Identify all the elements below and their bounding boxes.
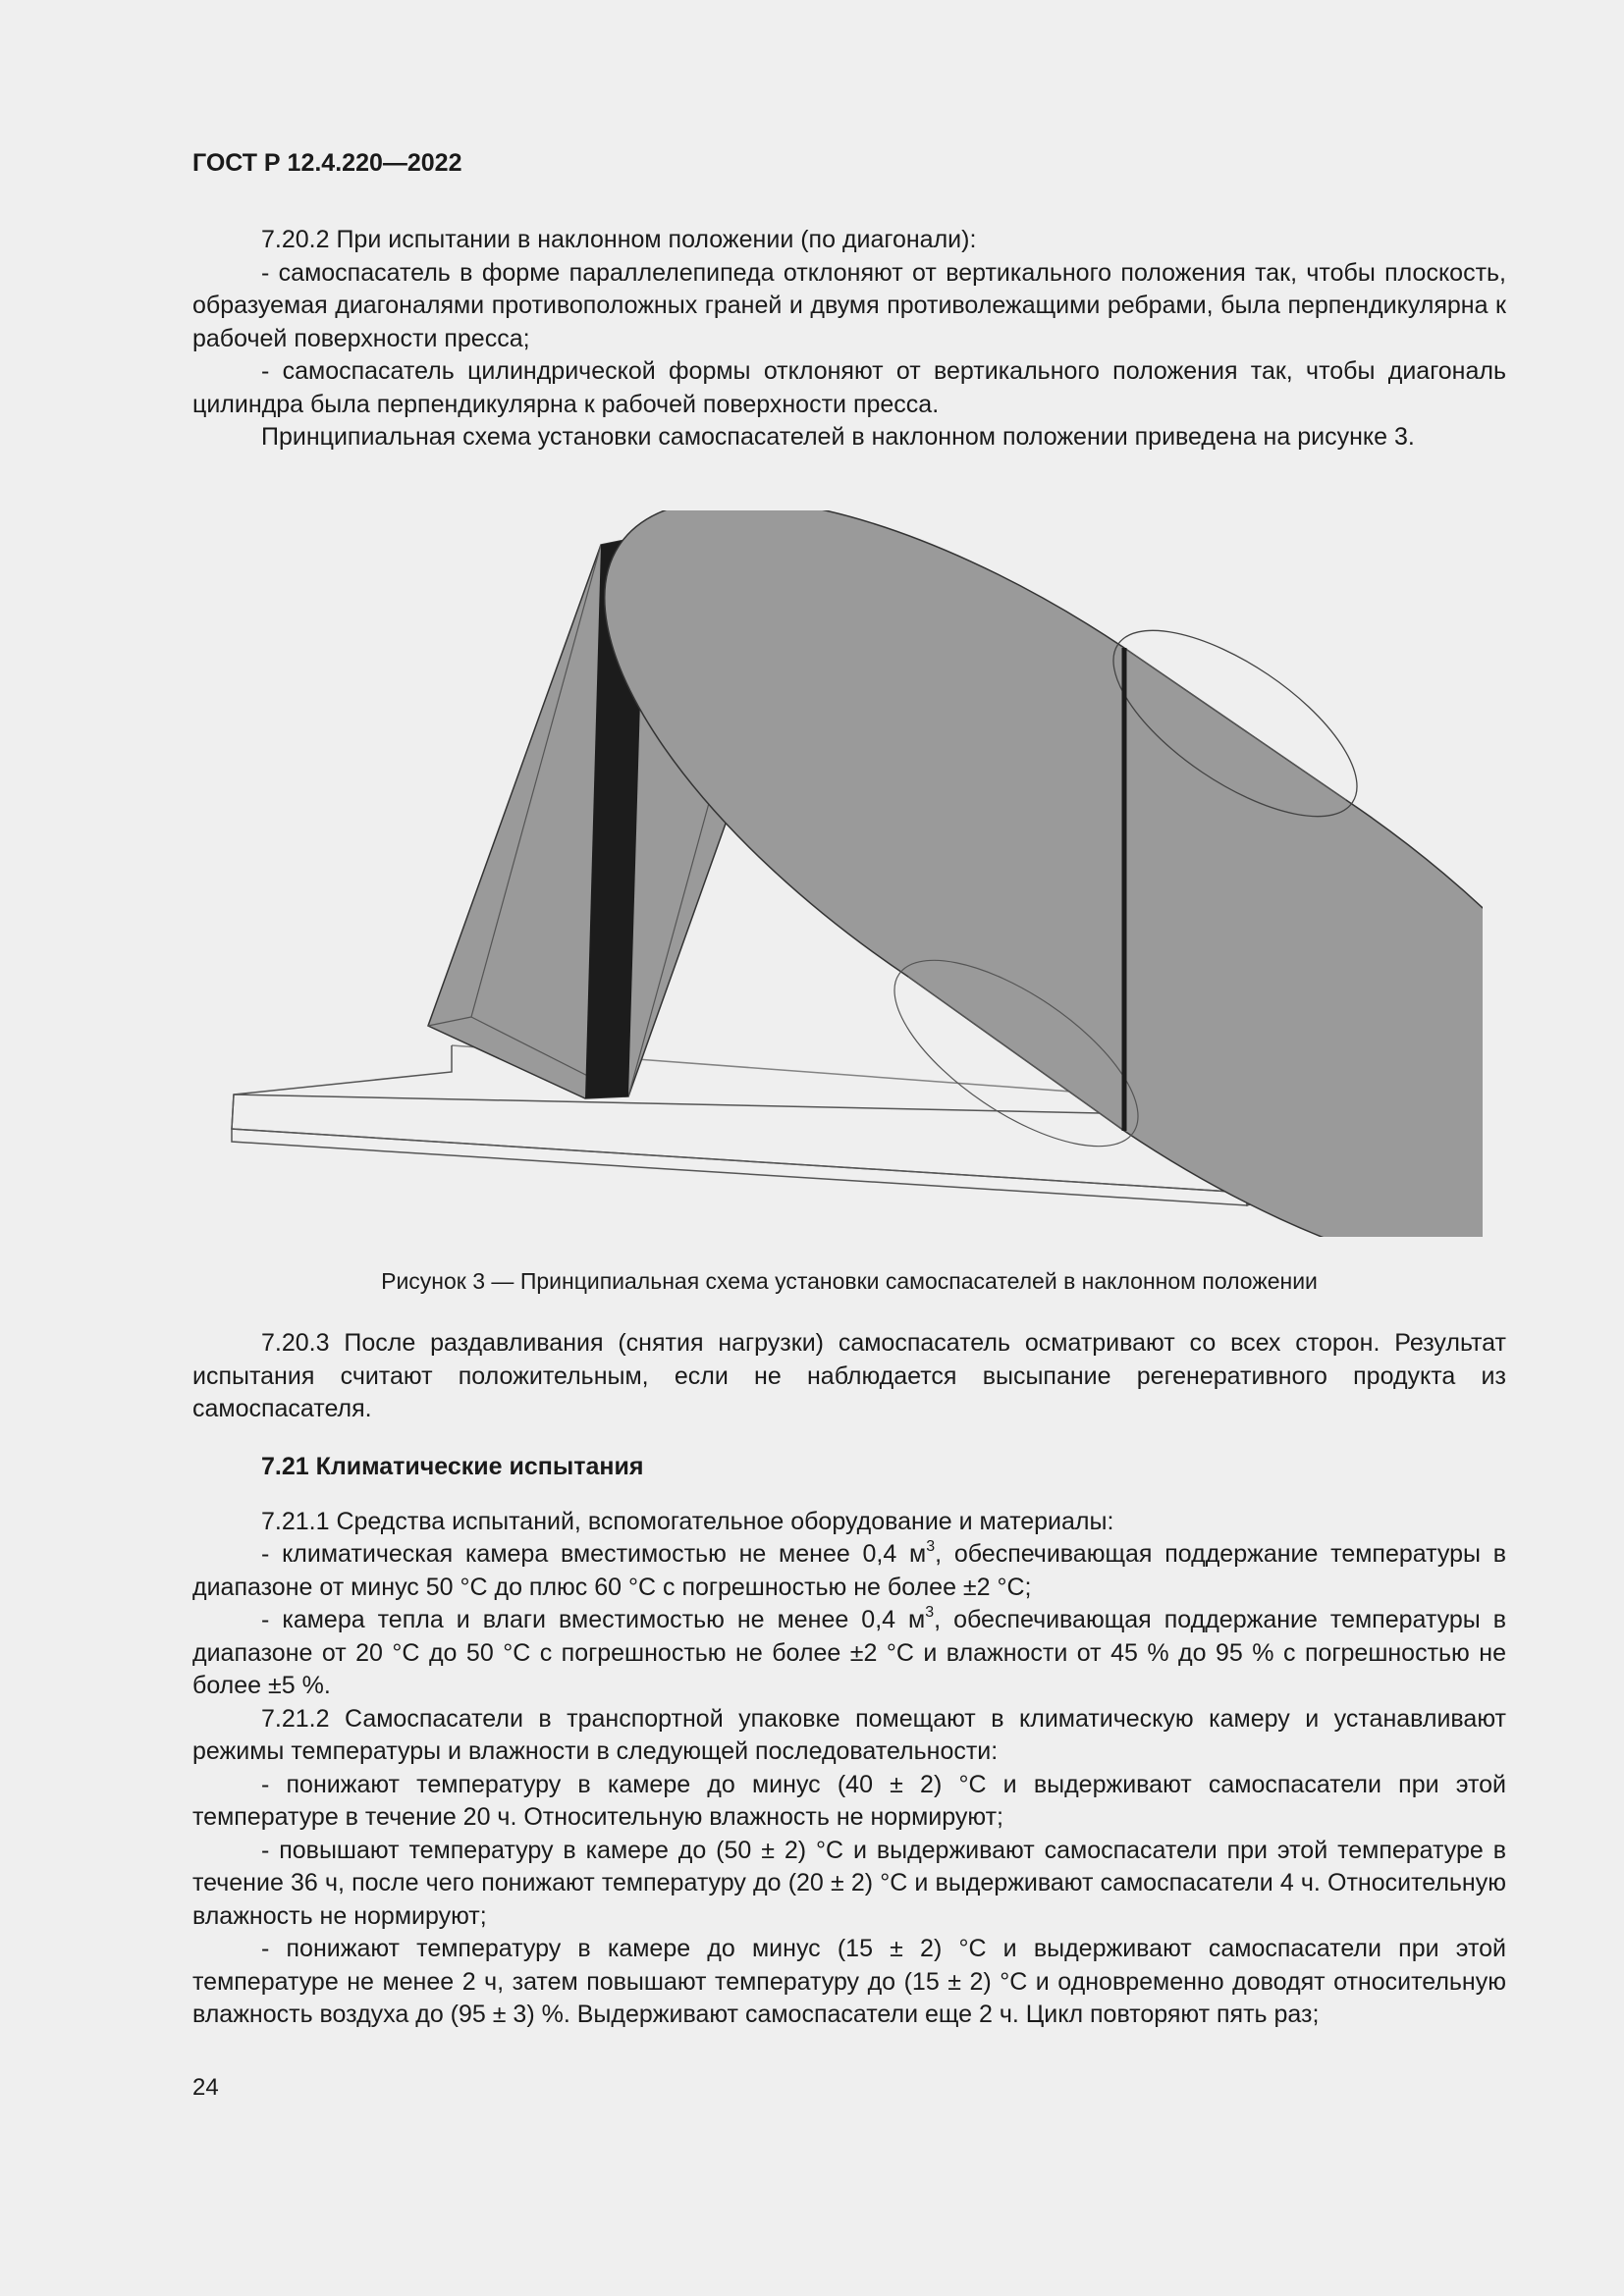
paragraph-step-3: - понижают температуру в камере до минус (15 ± 2) °С и выдерживают самоспасатели при этой температуре не менее 2 ч, затем повышают температуру до (15 ± 2) °С и одновременно доводят относительную влажность воздуха до (95 ± 3) %. Выдерживают самоспасатели еще 2 ч. Цикл повторяют пять раз;: [192, 1935, 1506, 2028]
section-7-20-2: [192, 224, 1506, 454]
document-header: ГОСТ Р 12.4.220—2022: [192, 149, 462, 177]
paragraph-climate-chamber: - климатическая камера вместимостью не менее 0,4 $м^3$, обеспечивающая поддержание температуры в диапазоне от минус 50 °С до плюс 60 °С с погрешностью не более ±2 °С;: [192, 1538, 1506, 1601]
cylinder-self-rescuer: [605, 510, 1483, 1237]
press-setup-illustration: [206, 510, 1483, 1237]
paragraph-figure-ref: Принципиальная схема установки самоспасателей в наклонном положении приведена на рисунке 3.: [261, 423, 1415, 451]
paragraph-step-2: - повышают температуру в камере до (50 ± 2) °С и выдерживают самоспасатели при этой температуре в течение 36 ч, после чего понижают температуру до (20 ± 2) °С и выдерживают самоспасатели 4 ч. Относительную влажность не нормируют;: [192, 1836, 1506, 1930]
paragraph-7-21-2: 7.21.2 Самоспасатели в транспортной упаковке помещают в климатическую камеру и устанавливают режимы температуры и влажности в следующей последовательности:: [192, 1704, 1506, 1765]
section-heading: 7.21 Климатические испытания: [261, 1453, 644, 1480]
page-number: 24: [192, 2074, 219, 2101]
figure-3-diagram: [206, 510, 1483, 1237]
paragraph-step-1: - понижают температуру в камере до минус (40 ± 2) °С и выдерживают самоспасатели при этой температуре в течение 20 ч. Относительную влажность не нормируют;: [192, 1770, 1506, 1831]
paragraph-7-20-3: 7.20.3 После раздавливания (снятия нагрузки) самоспасатель осматривают со всех сторон. Результат испытания считают положительным, если не наблюдается высыпание регенеративного продукта из самоспасателя.: [192, 1329, 1506, 1422]
section-7-21: [192, 1451, 1506, 2032]
paragraph-heat-humidity-chamber: - камера тепла и влаги вместимостью не менее 0,4 $м^3$, обеспечивающая поддержание температуры в диапазоне от 20 °С до 50 °С с погрешностью не более ±2 °С и влажности от 45 % до 95 % с погрешностью не более ±5 %.: [192, 1604, 1506, 1699]
paragraph-7-20-2-intro: 7.20.2 При испытании в наклонном положении (по диагонали):: [261, 226, 977, 253]
paragraph-cylinder: - самоспасатель цилиндрической формы отклоняют от вертикального положения так, чтобы диагональ цилиндра была перпендикулярна к рабочей поверхности пресса.: [192, 357, 1506, 418]
figure-caption: Рисунок 3 — Принципиальная схема установки самоспасателей в наклонном положении: [381, 1268, 1318, 1294]
paragraph-7-21-1: 7.21.1 Средства испытаний, вспомогательное оборудование и материалы:: [261, 1507, 1114, 1535]
section-7-20-3: [192, 1327, 1506, 1426]
paragraph-parallelepiped: - самоспасатель в форме параллелепипеда отклоняют от вертикального положения так, чтобы плоскость, образуемая диагоналями противоположных граней и двумя противолежащими ребрами, была перпендикулярна к рабочей поверхности пресса;: [192, 258, 1506, 352]
